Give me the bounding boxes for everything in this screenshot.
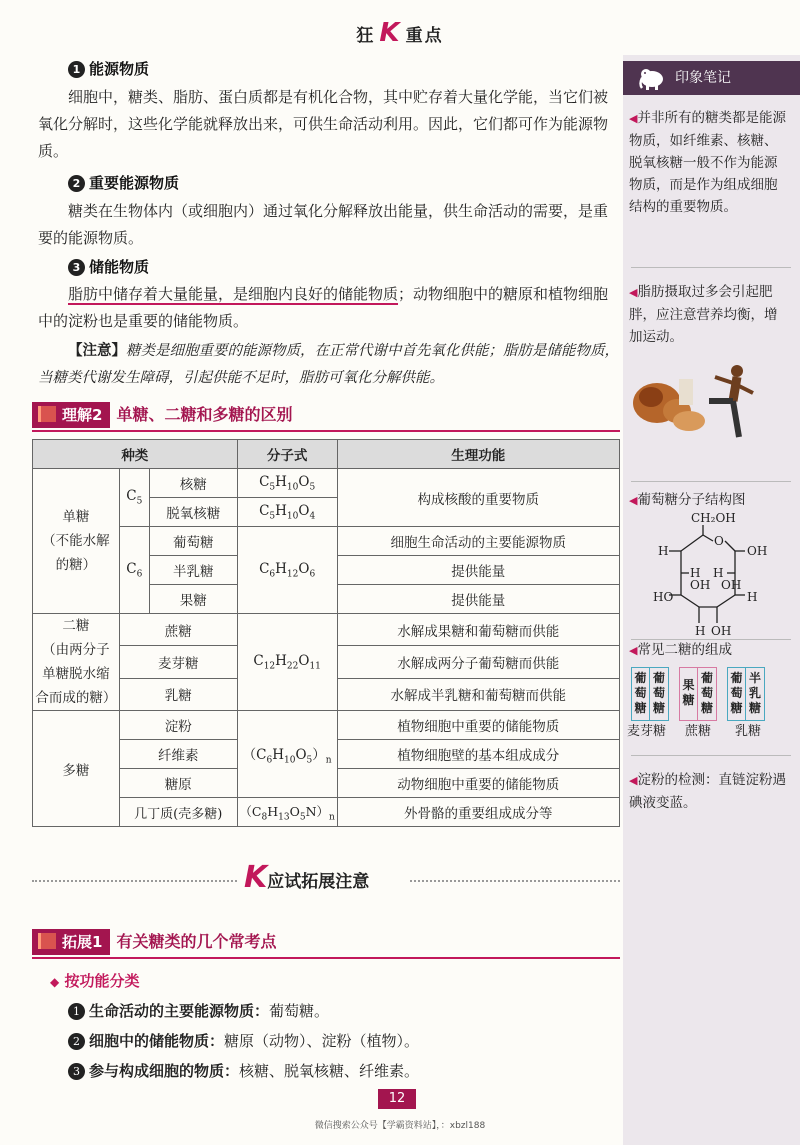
- table-header-row: [33, 440, 620, 469]
- footer-watermark: 微信搜索公众号【学霸资料站】，：xbzl188: [314, 1121, 486, 1131]
- list-item: [68, 1000, 329, 1021]
- f: O: [289, 803, 300, 819]
- heading-important-energy: [68, 172, 179, 193]
- pair-sucrose: [679, 667, 717, 721]
- exam-extension-title: [244, 860, 369, 895]
- pair-right: 葡萄糖: [700, 671, 713, 715]
- f: 6: [266, 755, 273, 766]
- label-ho: HO: [653, 590, 674, 604]
- item-text: 核糖、脱氧核糖、纤维素。: [239, 1062, 420, 1080]
- sugar-starch: 淀粉: [119, 711, 237, 740]
- category-polysaccharide: 多糖: [33, 711, 120, 827]
- function-sucrose: 水解成果糖和葡萄糖而供能: [337, 614, 619, 646]
- paragraph-energy: 细胞中，糖类、脂肪、蛋白质都是有机化合物，其中贮存着大量化学能，当它们被氧化分解时，这些化学能就释放出来，可供生命活动利用。因此，它们都可作为能源物质。: [38, 88, 609, 160]
- f: C: [253, 652, 264, 669]
- f: 6: [269, 569, 276, 580]
- note-paragraph: [38, 337, 620, 392]
- f: 5: [269, 511, 276, 522]
- list-item: [68, 1030, 419, 1051]
- pair-left: 葡萄糖: [632, 668, 650, 720]
- f: （C: [239, 803, 262, 819]
- f: （C: [242, 746, 267, 763]
- section-tag: [32, 402, 110, 428]
- pair-name-sucrose: 蔗糖: [685, 724, 712, 739]
- c6-c: C: [126, 560, 137, 577]
- item-label: 参与构成细胞的物质：: [89, 1062, 240, 1080]
- c5-sub: 5: [136, 496, 143, 507]
- pair-lactose: [727, 667, 765, 721]
- formula-hexose: [237, 527, 337, 614]
- f: 8: [261, 812, 268, 823]
- table-row: [33, 469, 620, 498]
- f: 4: [309, 511, 316, 522]
- function-chitin: 外骨骼的重要组成成分等: [337, 798, 619, 827]
- f: 22: [286, 661, 299, 672]
- section-tag: [32, 929, 110, 955]
- function-glucose: 细胞生命活动的主要能源物质: [337, 527, 619, 556]
- f: H: [275, 652, 287, 669]
- sugar-lactose: 乳糖: [119, 678, 237, 710]
- food-and-exercise-illustration: [629, 357, 779, 441]
- disaccharide-pairs: [627, 667, 796, 747]
- note-label: 【注意】: [68, 342, 126, 359]
- f: N）: [305, 803, 330, 819]
- cat-line: 二糖: [62, 618, 90, 634]
- f: O: [298, 473, 310, 490]
- sugar-sucrose: 蔗糖: [119, 614, 237, 646]
- label-ring-o: O: [714, 534, 724, 548]
- function-lactose: 水解成半乳糖和葡萄糖而供能: [337, 678, 619, 710]
- note-text: 脂肪摄取过多会引起肥胖，应注意营养均衡，增加运动。: [629, 284, 778, 345]
- formula-chitin: [237, 798, 337, 827]
- category-disaccharide: [33, 614, 120, 711]
- heading-energy-label: 能源物质: [89, 60, 150, 78]
- pair-name-lactose: 乳糖: [735, 724, 762, 739]
- page-header: [0, 18, 800, 48]
- number-badge: 1: [68, 61, 85, 78]
- f: 10: [286, 482, 299, 493]
- note-not-all-sugars: [629, 107, 789, 218]
- dotted-divider-left: [32, 880, 237, 882]
- note-text: 淀粉的检测：直链淀粉遇碘液变蓝。: [629, 772, 786, 811]
- book-icon: [38, 406, 56, 422]
- paragraph-storage: [38, 281, 620, 335]
- bullet-label: 按功能分类: [64, 972, 140, 990]
- label-h: H: [690, 566, 701, 580]
- category-monosaccharide: [33, 469, 120, 614]
- sugar-deoxyribose: 脱氧核糖: [149, 498, 237, 527]
- table-row: [33, 614, 620, 646]
- header-function: 生理功能: [337, 440, 619, 469]
- label-ch2oh: CH₂OH: [691, 511, 736, 525]
- f: C: [259, 502, 270, 519]
- heading-storage: [68, 256, 149, 277]
- f: H: [275, 560, 287, 577]
- f: 12: [286, 569, 299, 580]
- formula-deoxyribose: [237, 498, 337, 527]
- function-maltose: 水解成两分子葡萄糖而供能: [337, 646, 619, 678]
- label-oh: OH: [711, 624, 732, 638]
- sugar-maltose: 麦芽糖: [119, 646, 237, 678]
- pair-right: 葡萄糖: [652, 671, 665, 715]
- sugar-glucose: 葡萄糖: [149, 527, 237, 556]
- sidebar-title: 印象笔记: [675, 70, 731, 86]
- table-row: [33, 798, 620, 827]
- pair-left: 果糖: [680, 668, 698, 720]
- f: C: [259, 560, 270, 577]
- f: ）: [312, 746, 326, 763]
- f: O: [298, 652, 310, 669]
- pointer-icon: ◀: [629, 112, 638, 125]
- f: n: [325, 755, 332, 766]
- section-tag-label: 理解2: [62, 406, 103, 424]
- note-text: 葡萄糖分子结构图: [637, 492, 746, 508]
- header-formula: 分子式: [237, 440, 337, 469]
- pointer-icon: ◀: [629, 644, 638, 657]
- f: 12: [263, 661, 276, 672]
- function-galactose: 提供能量: [337, 556, 619, 585]
- sidebar-header: [623, 61, 800, 95]
- section-bar-understanding: [32, 402, 620, 432]
- f: C: [259, 473, 270, 490]
- sugar-comparison-table: [32, 439, 620, 827]
- sugar-fructose: 果糖: [149, 585, 237, 614]
- heading-storage-label: 储能物质: [89, 258, 150, 276]
- pentose-label: [119, 469, 149, 527]
- item-text: 糖原（动物）、淀粉（植物）。: [224, 1032, 420, 1050]
- f: 5: [309, 482, 316, 493]
- cat-line: （由两分子: [42, 642, 110, 658]
- f: 11: [309, 661, 321, 672]
- f: H: [272, 746, 285, 763]
- c5-c: C: [126, 488, 137, 505]
- underlined-key-sentence: 脂肪中储存着大量能量，是细胞内良好的储能物质: [68, 285, 399, 303]
- header-right: 重点: [405, 26, 444, 46]
- f: H: [267, 803, 279, 819]
- item-label: 细胞中的储能物质：: [89, 1032, 225, 1050]
- sugar-chitin: 几丁质(壳多糖): [119, 798, 237, 827]
- pair-right: 半乳糖: [748, 671, 761, 715]
- number-badge: 3: [68, 1063, 85, 1080]
- k-logo: K: [244, 860, 268, 895]
- cat-line: 的糖）: [55, 557, 97, 573]
- section-bar-extension: [32, 929, 620, 959]
- pair-maltose: [631, 667, 669, 721]
- label-h: H: [747, 590, 758, 604]
- function-fructose: 提供能量: [337, 585, 619, 614]
- leaf-icon: ◆: [50, 975, 60, 989]
- bullet-by-function: [50, 970, 139, 991]
- f: 6: [309, 569, 316, 580]
- table-row: [33, 527, 620, 556]
- page-number: 12: [378, 1089, 416, 1109]
- label-h: H: [695, 624, 706, 638]
- divider: [631, 267, 791, 268]
- table-row: [33, 711, 620, 740]
- cat-line: （不能水解: [42, 533, 110, 549]
- item-label: 生命活动的主要能源物质：: [89, 1002, 270, 1020]
- sidebar-notes: [623, 55, 800, 1145]
- sugar-ribose: 核糖: [149, 469, 237, 498]
- note-text: 并非所有的糖类都是能源物质，如纤维素、核糖、脱氧核糖一般不作为能源物质，而是作为组成细胞结构的重要物质。: [629, 110, 786, 215]
- note-text: 常见二糖的组成: [637, 642, 732, 658]
- formula-disaccharide: [237, 614, 337, 711]
- book-icon: [38, 933, 56, 949]
- number-badge: 1: [68, 1003, 85, 1020]
- c6-sub: 6: [136, 569, 143, 580]
- function-ribose: 构成核酸的重要物质: [337, 469, 619, 527]
- label-oh: OH: [721, 578, 742, 592]
- label-h: H: [658, 544, 669, 558]
- elephant-icon: [637, 64, 667, 92]
- f: H: [275, 502, 287, 519]
- f: O: [298, 502, 310, 519]
- pair-left: 葡萄糖: [728, 668, 746, 720]
- f: O: [295, 746, 307, 763]
- number-badge: 2: [68, 1033, 85, 1050]
- formula-ribose: [237, 469, 337, 498]
- sugar-galactose: 半乳糖: [149, 556, 237, 585]
- dotted-divider-right: [410, 880, 620, 882]
- number-badge: 3: [68, 259, 85, 276]
- section-title: 单糖、二糖和多糖的区别: [116, 405, 293, 424]
- note-starch-test: [629, 769, 789, 814]
- heading-important-energy-label: 重要能源物质: [89, 174, 180, 192]
- cat-line: 单糖: [62, 509, 90, 525]
- note-glucose-structure: [629, 489, 745, 512]
- hexose-label: [119, 527, 149, 614]
- f: 5: [306, 755, 313, 766]
- header-k-logo: K: [379, 18, 402, 48]
- function-starch: 植物细胞中重要的储能物质: [337, 711, 619, 740]
- note-text: 糖类是细胞重要的能源物质，在正常代谢中首先氧化供能；脂肪是储能物质，当糖类代谢发生障碍，引起供能不足时，脂肪可氧化分解供能。: [38, 343, 619, 386]
- header-left: 狂: [356, 26, 376, 46]
- formula-polysaccharide: [237, 711, 337, 798]
- f: O: [298, 560, 310, 577]
- function-glycogen: 动物细胞中重要的储能物质: [337, 769, 619, 798]
- f: n: [329, 812, 335, 823]
- pointer-icon: ◀: [629, 494, 638, 507]
- section-tag-label: 拓展1: [62, 933, 103, 951]
- f: 13: [278, 812, 290, 823]
- label-oh: OH: [690, 578, 711, 592]
- exam-title-text: 应试拓展注意: [267, 872, 370, 892]
- pair-name-maltose: 麦芽糖: [627, 724, 667, 739]
- pointer-icon: ◀: [629, 774, 638, 787]
- header-type: 种类: [33, 440, 238, 469]
- label-h: H: [713, 566, 724, 580]
- heading-energy: [68, 58, 149, 79]
- f: H: [275, 473, 287, 490]
- f: 5: [299, 812, 306, 823]
- cat-line: 单糖脱水缩: [42, 666, 110, 682]
- function-cellulose: 植物细胞壁的基本组成成分: [337, 740, 619, 769]
- note-disaccharide-composition: [629, 639, 732, 662]
- sugar-cellulose: 纤维素: [119, 740, 237, 769]
- number-badge: 2: [68, 175, 85, 192]
- note-fat-intake: [629, 281, 789, 348]
- item-text: 葡萄糖。: [269, 1002, 330, 1020]
- pointer-icon: ◀: [629, 286, 638, 299]
- divider: [631, 755, 791, 756]
- f: 5: [269, 482, 276, 493]
- glucose-structure-diagram: [633, 511, 783, 641]
- section-title: 有关糖类的几个常考点: [116, 932, 277, 951]
- divider: [631, 481, 791, 482]
- f: 10: [286, 511, 299, 522]
- label-oh: OH: [747, 544, 768, 558]
- f: 10: [284, 755, 296, 766]
- list-item: [68, 1060, 419, 1081]
- paragraph-important-energy: 糖类在生物体内（或细胞内）通过氧化分解释放出能量，供生命活动的需要，是重要的能源物质。: [38, 202, 609, 247]
- storage-rest: ；动物细胞中的糖原和植物细胞中的淀粉也是重要的储能物质。: [38, 285, 609, 330]
- cat-line: 合而成的糖）: [35, 690, 117, 706]
- sugar-glycogen: 糖原: [119, 769, 237, 798]
